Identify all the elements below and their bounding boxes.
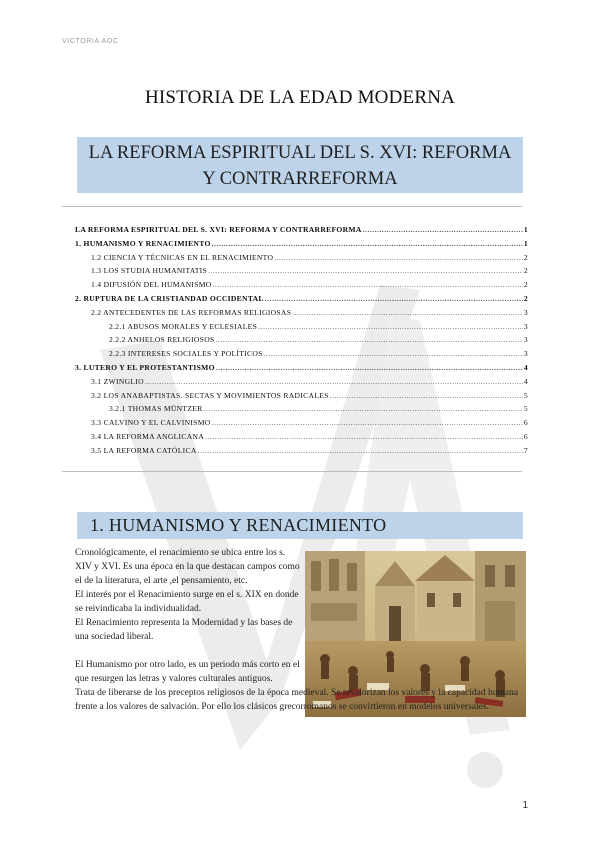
toc-entry-page: 3 xyxy=(523,307,528,317)
toc-leader-dots xyxy=(264,349,523,358)
toc-entry-page: 1 xyxy=(523,238,528,248)
toc-entry[interactable] xyxy=(75,363,528,377)
toc-entry-title: 2.2.1 ABUSOS MORALES Y ECLESIALES xyxy=(109,321,258,331)
toc-entry-title: 1.4 DIFUSIÓN DEL HUMANISMO xyxy=(91,280,212,290)
toc-entry-page: 6 xyxy=(523,418,528,428)
subtitle-line-1: LA REFORMA ESPIRITUAL DEL S. XVI: REFORMA xyxy=(88,143,512,163)
toc-leader-dots xyxy=(216,363,523,372)
watermark-author: VICTORIA AOC xyxy=(62,38,119,45)
toc-leader-dots xyxy=(292,308,523,317)
toc-leader-dots xyxy=(363,225,523,234)
toc-entry-page: 6 xyxy=(523,431,528,441)
document-title: HISTORIA DE LA EDAD MODERNA xyxy=(144,87,456,108)
toc-entry-page: 3 xyxy=(523,349,528,359)
toc-entry-title: 3.2.1 THOMAS MÜNTZER xyxy=(109,404,203,414)
toc-entry[interactable] xyxy=(75,253,528,267)
toc-leader-dots xyxy=(212,418,523,427)
toc-leader-dots xyxy=(216,335,523,344)
toc-entry-page: 2 xyxy=(523,280,528,290)
toc-entry[interactable] xyxy=(75,280,528,294)
toc-leader-dots xyxy=(213,280,523,289)
toc-entry-title: 1.3 LOS STUDIA HUMANITATIS xyxy=(91,266,208,276)
toc-entry[interactable] xyxy=(75,418,528,432)
toc-entry[interactable] xyxy=(75,446,528,460)
toc-entry-page: 3 xyxy=(523,321,528,331)
section-heading: 1. HUMANISMO Y RENACIMIENTO xyxy=(90,515,387,535)
toc-entry-page: 1 xyxy=(523,225,528,234)
paragraph: El Humanismo por otro lado, es un periodo más corto en el que resurgen las letras y valores culturales antiguos. xyxy=(75,660,300,684)
toc-leader-dots xyxy=(212,239,523,248)
toc-entry-page: 2 xyxy=(523,266,528,276)
section-body xyxy=(75,546,525,714)
toc-entry-page: 2 xyxy=(523,293,528,303)
toc-entry[interactable] xyxy=(75,322,528,336)
toc-entry[interactable] xyxy=(75,391,528,405)
toc-entry[interactable] xyxy=(75,266,528,280)
toc-leader-dots xyxy=(145,377,523,386)
toc-leader-dots xyxy=(265,294,523,303)
toc-entry-title: 3.1 ZWINGLIO xyxy=(91,376,144,386)
toc-leader-dots xyxy=(274,253,523,262)
toc-entry-page: 3 xyxy=(523,335,528,345)
toc-entry-title: 3.2 LOS ANABAPTISTAS. SECTAS Y MOVIMIENTOS RADICALES xyxy=(91,390,329,400)
paragraph: Trata de liberarse de los preceptos religiosos de la época medieval. Se revalorizan los valores y la capacidad humana frente a los valores de salvación. Por ello los clásicos grecorromanos se convirtieron en modelos universales. xyxy=(75,688,519,712)
toc-entry[interactable] xyxy=(75,308,528,322)
toc-entry-page: 5 xyxy=(523,390,528,400)
toc-entry-title: 3.5 LA REFORMA CATÓLICA xyxy=(91,445,197,455)
toc-entry-title: 1.2 CIENCIA Y TÉCNICAS EN EL RENACIMIENTO xyxy=(91,252,274,262)
toc-leader-dots xyxy=(204,404,523,413)
toc-entry-title: 2.2.2 ANHELOS RELIGIOSOS xyxy=(109,335,215,345)
toc-entry-title: 2.2.3 INTERESES SOCIALES Y POLÍTICOS xyxy=(109,349,263,359)
toc-leader-dots xyxy=(330,391,523,400)
paragraph: El Renacimiento representa la Modernidad y las bases de una sociedad liberal. xyxy=(75,618,293,642)
paragraph: El interés por el Renacimiento surge en el s. XIX en donde se reivindicaba la individualidad. xyxy=(75,590,299,614)
divider-top xyxy=(62,206,522,207)
paragraph: Cronológicamente, el renacimiento se ubica entre los s. XIV y XVI. Es una época en la que destacan campos como el de la literatura, el arte ,el pensamiento, etc. xyxy=(75,548,300,586)
page-number: 1 xyxy=(522,800,528,811)
toc-entry[interactable] xyxy=(75,335,528,349)
toc-entry-page: 5 xyxy=(523,404,528,414)
toc-leader-dots xyxy=(258,322,523,331)
toc-entry[interactable] xyxy=(75,432,528,446)
toc-entry[interactable] xyxy=(75,239,528,253)
toc-entry-page: 7 xyxy=(523,445,528,455)
table-of-contents xyxy=(75,225,528,460)
toc-leader-dots xyxy=(208,266,523,275)
toc-leader-dots xyxy=(205,432,523,441)
toc-entry-title: 3.3 CALVINO Y EL CALVINISMO xyxy=(91,418,211,428)
toc-entry-title: 1. HUMANISMO Y RENACIMIENTO xyxy=(75,238,211,248)
toc-entry-title: 3. LUTERO Y EL PROTESTANTISMO xyxy=(75,362,215,372)
toc-entry[interactable] xyxy=(75,377,528,391)
toc-entry-title: LA REFORMA ESPIRITUAL DEL S. XVI: REFORMA Y CONTRARREFORMA xyxy=(75,225,362,234)
toc-entry[interactable] xyxy=(75,404,528,418)
document-subtitle xyxy=(77,137,523,193)
toc-entry-page: 4 xyxy=(523,376,528,386)
toc-entry[interactable] xyxy=(75,225,528,239)
toc-entry-title: 2. RUPTURA DE LA CRISTIANDAD OCCIDENTAL xyxy=(75,293,264,303)
toc-entry-page: 4 xyxy=(523,362,528,372)
subtitle-line-2: Y CONTRARREFORMA xyxy=(202,169,398,189)
divider-bottom xyxy=(62,471,522,472)
toc-entry[interactable] xyxy=(75,349,528,363)
toc-entry-title: 2.2 ANTECEDENTES DE LAS REFORMAS RELIGIOSAS xyxy=(91,307,292,317)
toc-entry-page: 2 xyxy=(523,252,528,262)
toc-entry[interactable] xyxy=(75,294,528,308)
section-heading-box xyxy=(77,512,523,539)
toc-entry-title: 3.4 LA REFORMA ANGLICANA xyxy=(91,431,205,441)
toc-leader-dots xyxy=(198,446,523,455)
